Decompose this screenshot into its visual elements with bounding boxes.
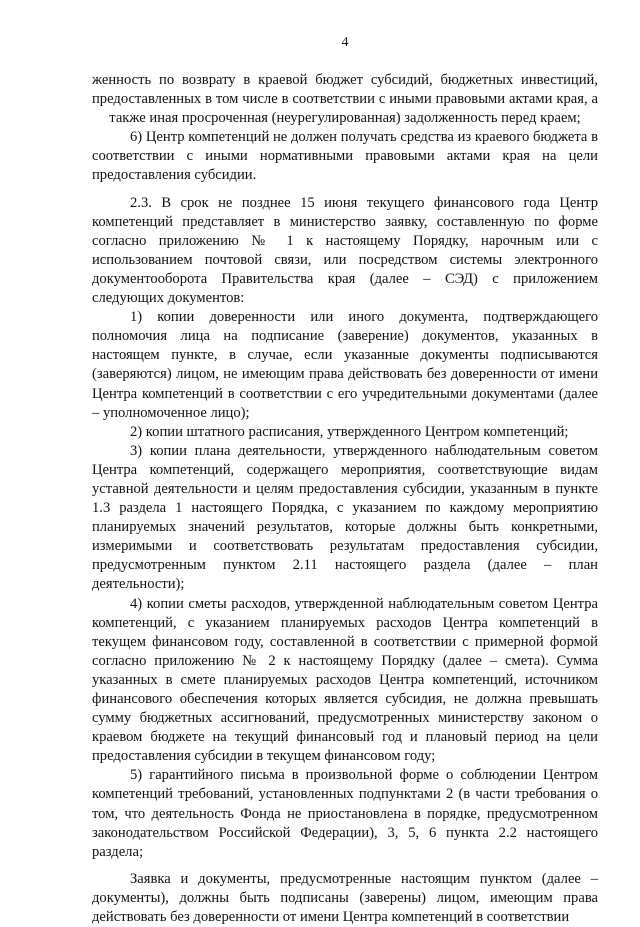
paragraph-doc-item-5: 5) гарантийного письма в произвольной форме о соблюдении Центром компетенций требований, установленных подпунктами 2 (в части требования о том, что деятельность Фонда не приостановлена в порядке, предусмотренном законодательством Российской Федерации), 3, 5, 6 пункта 2.2 настоящего раздела; [92, 767, 598, 860]
paragraph-clause-2-3: 2.3. В срок не позднее 15 июня текущего финансового года Центр компетенций представляет в министерство заявку, составленную по форме согласно приложению № 1 к настоящему Порядку, нарочным или с использованием почтовой связи, или посредством системы электронного документооборота Правительства края (далее – СЭД) с приложением следующих документов: [92, 194, 598, 307]
paragraph-item-6: 6) Центр компетенций не должен получать средства из краевого бюджета в соответствии с иными нормативными правовыми актами края на цели предоставления субсидии. [92, 129, 598, 184]
paragraph-doc-item-4: 4) копии сметы расходов, утвержденной наблюдательным советом Центра компетенций, с указанием планируемых расходов Центра компетенций в текущем финансовом году, составленной в соответствии с примерной формой согласно приложению № 2 к настоящему Порядку (далее – смета). Сумма указанных в смете планируемых расходов Центра компетенций, источником финансового обеспечения которых является субсидия, не должна превышать сумму бюджетных ассигнований, предусмотренных министерству законом о краевом бюджете на текущий финансовый год и плановый период на цели предоставления субсидии в текущем финансовом году; [92, 595, 598, 765]
paragraph-signature-requirement: Заявка и документы, предусмотренные настоящим пунктом (далее – документы), должны быть подписаны (заверены) лицом, имеющим права действовать без доверенности от имени Центра компетенций в соответствии [92, 870, 598, 926]
page-number: 4 [341, 35, 349, 50]
paragraph-debt-continuation: женность по возврату в краевой бюджет субсидий, бюджетных инвестиций, предоставленных в том числе в соответствии с иными правовыми актами края, а также иная просроченная (неурегулированная) задолженность перед краем; [92, 72, 598, 127]
paragraph-doc-item-1: 1) копии доверенности или иного документа, подтверждающего полномочия лица на подписание (заверение) документов, указанных в настоящем пункте, в случае, если указанные документы подписываются (заверяются) лицом, не имеющим права действовать без доверенности от имени Центра компетенций в соответствии с его учредительными документами (далее – уполномоченное лицо); [92, 309, 598, 421]
document-body [92, 71, 598, 927]
paragraph-doc-item-2: 2) копии штатного расписания, утвержденного Центром компетенций; [130, 423, 569, 440]
paragraph-doc-item-3: 3) копии плана деятельности, утвержденного наблюдательным советом Центра компетенций, содержащего мероприятия, соответствующие видам уставной деятельности и целям предоставления субсидии, указанным в пункте 1.3 раздела 1 настоящего Порядка, с указанием по каждому мероприятию планируемых значений результатов, которые должны быть конкретными, измеримыми и соответствовать результатам предоставления субсидии, предусмотренным пунктом 2.11 настоящего раздела (далее – план деятельности); [92, 442, 598, 593]
